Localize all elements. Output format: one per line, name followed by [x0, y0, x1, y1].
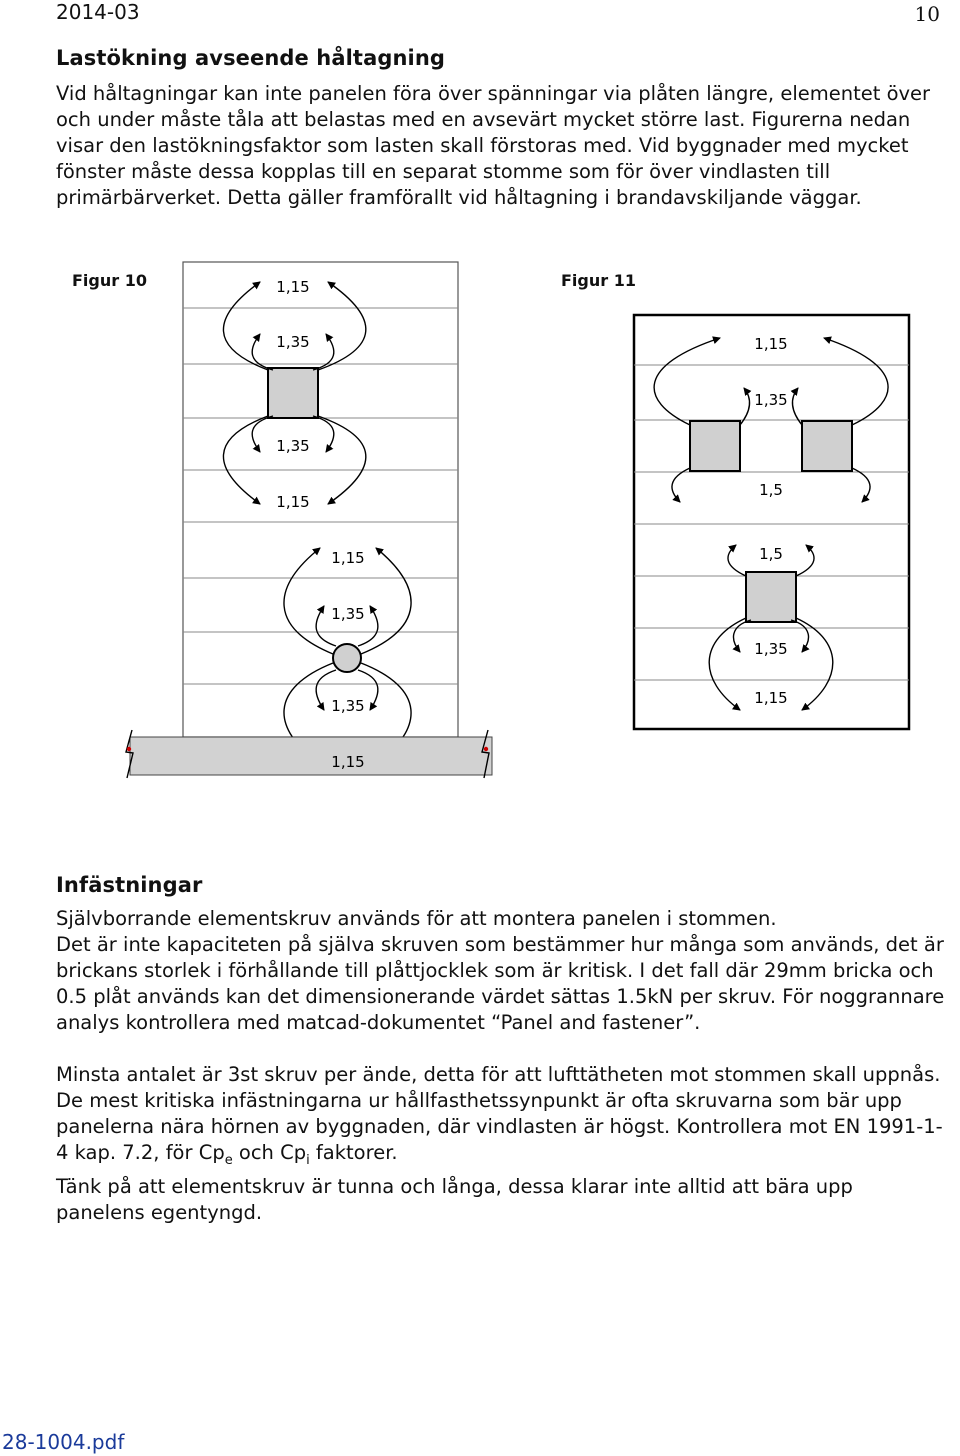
factor-label: 1,35: [276, 437, 310, 455]
factor-label: 1,15: [331, 549, 365, 567]
section-body-infastningar: [56, 906, 946, 1226]
factor-label: 1,5: [759, 545, 783, 563]
panel-stack: [634, 315, 909, 729]
page-number: 10: [914, 2, 940, 26]
factor-label: 1,35: [331, 697, 365, 715]
factor-label: 1,15: [276, 278, 310, 296]
footer-filename: 28-1004.pdf: [2, 1430, 125, 1454]
section-paragraph-lastokning: [56, 81, 946, 211]
paragraph-text: Vid håltagningar kan inte panelen föra över spänningar via plåten längre, elementet över och under måste tåla att belastas med en avsevärt mycket större last. Figurerna nedan visar den lastökningsfaktor som lasten skall förstoras med. Vid byggnader med mycket fönster måste dessa kopplas till en separat stomme som för över vindlasten till primärbärverket. Detta gäller framförallt vid håltagning i brandavskiljande väggar.: [56, 82, 931, 209]
paragraph-text: De mest kritiska infästningarna ur hållfasthetssynpunkt är ofta skruvarna som bär upp panelerna nära hörnen av byggnaden, där vindlasten är högst. Kontrollera mot EN 1991-1-4 kap. 7.2, för $Cp_e$ och $Cp_i$ faktorer.: [56, 1089, 943, 1168]
factor-label: 1,35: [754, 391, 788, 409]
figure-10-diagram: [120, 258, 520, 788]
factor-label: 1,35: [754, 640, 788, 658]
factor-label: 1,15: [754, 335, 788, 353]
section-title-lastokning: Lastökning avseende håltagning: [56, 46, 445, 70]
square-opening-left: [690, 421, 740, 471]
header-date: 2014-03: [56, 0, 140, 24]
square-opening-right: [802, 421, 852, 471]
square-opening: [268, 368, 318, 418]
paragraph-text: Självborrande elementskruv används för att montera panelen i stommen.: [56, 907, 777, 930]
factor-label: 1,5: [759, 481, 783, 499]
floor-slab: [126, 730, 492, 778]
square-opening-lower: [746, 572, 796, 622]
factor-label: 1,35: [276, 333, 310, 351]
figure-11-label: Figur 11: [561, 271, 636, 290]
factor-label: 1,15: [276, 493, 310, 511]
paragraph-text: Minsta antalet är 3st skruv per ände, detta för att lufttätheten mot stommen skall uppnås.: [56, 1063, 941, 1086]
round-opening: [333, 644, 361, 672]
figure-11-diagram: [628, 310, 918, 735]
figure-10-label: Figur 10: [72, 271, 147, 290]
factor-label: 1,15: [331, 753, 365, 771]
paragraph-text: Det är inte kapaciteten på själva skruven som bestämmer hur många som används, det är brickans storlek i förhållande till plåttjocklek som är kritisk. I det fall där 29mm bricka och 0.5 plåt används kan det dimensionerande värdet sättas 1.5kN per skruv. För noggrannare analys kontrollera med matcad-dokumentet “Panel and fastener”.: [56, 933, 945, 1034]
paragraph-text: Tänk på att elementskruv är tunna och långa, dessa klarar inte alltid att bära upp panelens egentyngd.: [56, 1174, 853, 1224]
factor-label: 1,35: [331, 605, 365, 623]
factor-label: 1,15: [754, 689, 788, 707]
section-title-infastningar: Infästningar: [56, 873, 203, 897]
